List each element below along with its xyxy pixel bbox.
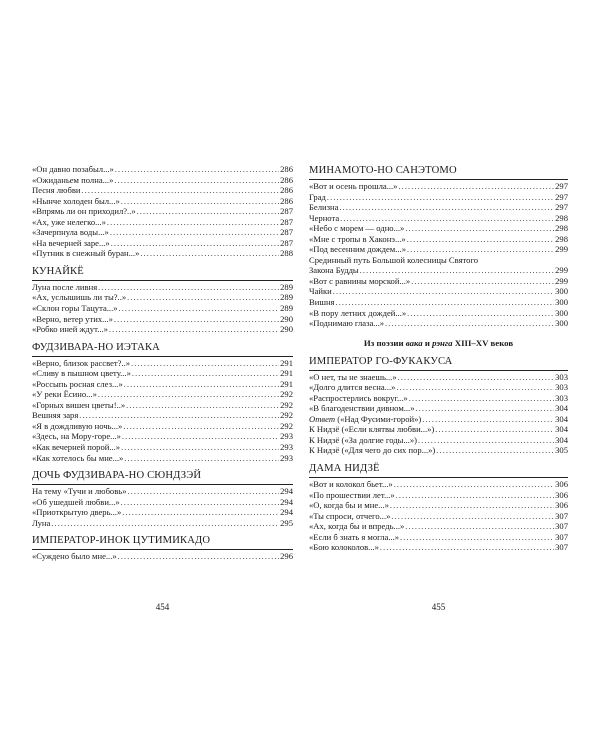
- toc-entry-page: 290: [280, 324, 293, 335]
- left-toc-column: [32, 164, 293, 562]
- toc-entry: [309, 435, 568, 446]
- divider: [309, 370, 568, 371]
- toc-entry-page: 307: [555, 510, 568, 521]
- leader-dots: [109, 325, 279, 336]
- toc-entry-page: 287: [280, 237, 293, 248]
- leader-dots: [122, 508, 279, 519]
- toc-entry-page: 292: [280, 420, 293, 431]
- leader-dots: [409, 394, 554, 405]
- toc-entry-page: 296: [280, 551, 293, 562]
- toc-entry-page: 307: [555, 542, 568, 553]
- toc-entry-page: 294: [280, 496, 293, 507]
- leader-dots: [132, 369, 279, 380]
- leader-dots: [398, 182, 554, 193]
- toc-entry-page: 303: [555, 392, 568, 403]
- toc-entry-page: 299: [555, 275, 568, 286]
- left-page: [32, 0, 293, 750]
- divider: [32, 280, 293, 281]
- toc-entry-page: 286: [280, 185, 293, 196]
- leader-dots: [115, 165, 279, 176]
- toc-entry-page: 293: [280, 431, 293, 442]
- toc-entry-page: 289: [280, 303, 293, 314]
- toc-entry: [309, 244, 568, 255]
- toc-entry: [309, 382, 568, 393]
- leader-dots: [119, 304, 280, 315]
- toc-entry: [32, 185, 293, 196]
- toc-entry-page: 297: [555, 202, 568, 213]
- toc-entry-title: «На вечерней заре...»: [32, 237, 110, 248]
- toc-entry-page: 287: [280, 227, 293, 238]
- toc-entry-title: На тему «Тучи и любовь»: [32, 486, 127, 497]
- toc-entry-title: «О нет, ты не знаешь...»: [309, 371, 397, 382]
- section-suffix: XIII–XV веков: [452, 337, 514, 348]
- leader-dots: [422, 415, 554, 426]
- toc-entry-page: 294: [280, 507, 293, 518]
- toc-entry: [309, 500, 568, 511]
- leader-dots: [435, 425, 554, 436]
- leader-dots: [418, 436, 554, 447]
- toc-entry-page: 304: [555, 434, 568, 445]
- leader-dots: [127, 293, 279, 304]
- toc-entry: [309, 286, 568, 297]
- toc-entry: [309, 202, 568, 213]
- toc-entry-title: «Приоткрытую дверь...»: [32, 507, 122, 518]
- page-number: 455: [431, 602, 446, 612]
- leader-dots: [118, 552, 279, 563]
- toc-entry: [32, 400, 293, 411]
- toc-entry: [309, 445, 568, 456]
- toc-entry-page: 303: [555, 371, 568, 382]
- toc-entry-title: Срединный путь Большой колесницы Святого: [309, 254, 479, 265]
- leader-dots: [114, 176, 279, 187]
- toc-entry-title: «Сливу в пышном цвету...»: [32, 368, 131, 379]
- right-page: [309, 0, 568, 750]
- toc-entry-page: 306: [555, 479, 568, 490]
- toc-entry-page: 304: [555, 403, 568, 414]
- toc-entry-page: 306: [555, 500, 568, 511]
- author-heading: ИМПЕРАТОР ГО-ФУКАКУСА: [309, 355, 453, 367]
- right-toc-column: [309, 164, 568, 553]
- toc-entry-title: «Суждено было мне...»: [32, 551, 117, 562]
- divider: [309, 477, 568, 478]
- toc-entry-page: 291: [280, 357, 293, 368]
- toc-entry-page: 291: [280, 368, 293, 379]
- toc-entry-title: Закона Будды: [309, 265, 359, 276]
- toc-entry: [309, 424, 568, 435]
- toc-list: [309, 479, 568, 553]
- toc-entry-title: «Вот с равнины морской...»: [309, 275, 411, 286]
- toc-entry-title: «Поднимаю глаза...»: [309, 318, 385, 329]
- toc-entry: [32, 238, 293, 249]
- toc-entry: [32, 227, 293, 238]
- leader-dots: [140, 249, 279, 260]
- toc-entry: [32, 175, 293, 186]
- leader-dots: [51, 519, 279, 530]
- toc-entry-title: «В благоденствии дивном...»: [309, 403, 415, 414]
- toc-entry-page: 297: [555, 181, 568, 191]
- toc-entry: [309, 234, 568, 245]
- toc-entry-title: «Если б знать я могла...»: [309, 531, 400, 542]
- toc-entry-title: «Ах, услышишь ли ты?..»: [32, 292, 127, 303]
- leader-dots: [121, 443, 279, 454]
- toc-entry-title: К Нидзё («За долгие годы...»): [309, 434, 417, 445]
- toc-entry-title: «Ты спроси, отчего...»: [309, 510, 391, 521]
- author-heading: ДАМА НИДЗЁ: [309, 463, 380, 475]
- toc-entry: [32, 248, 293, 259]
- toc-entry: [309, 318, 568, 329]
- leader-dots: [128, 487, 280, 498]
- toc-entry: [32, 292, 293, 303]
- leader-dots: [411, 277, 554, 288]
- toc-entry-page: 305: [555, 445, 568, 456]
- toc-entry-page: 303: [555, 382, 568, 393]
- toc-entry-page: 300: [555, 307, 568, 318]
- toc-entry-page: 307: [555, 531, 568, 542]
- toc-entry-title: «Как вечерней порой...»: [32, 442, 121, 453]
- toc-entry: [309, 223, 568, 234]
- divider: [309, 179, 568, 180]
- toc-entry-title: «Как хотелось бы мне...»: [32, 452, 124, 463]
- toc-entry-title: «Он давно позабыл...»: [32, 164, 114, 174]
- toc-entry-title: «Зачерпнула воды...»: [32, 227, 109, 238]
- toc-entry: [32, 497, 293, 508]
- toc-list: [32, 551, 293, 562]
- toc-entry-title: Луна: [32, 517, 51, 528]
- toc-entry-page: 287: [280, 206, 293, 217]
- toc-entry-page: 286: [280, 174, 293, 185]
- divider: [32, 549, 293, 550]
- toc-entry: [32, 421, 293, 432]
- leader-dots: [137, 207, 279, 218]
- leader-dots: [394, 480, 554, 491]
- toc-entry: [32, 453, 293, 464]
- toc-entry-page: 298: [555, 233, 568, 244]
- toc-entry: [32, 164, 293, 175]
- toc-entry-title: Чайки: [309, 286, 332, 297]
- toc-entry: [32, 442, 293, 453]
- leader-dots: [405, 522, 554, 533]
- toc-entry-page: 289: [280, 292, 293, 303]
- leader-dots: [107, 218, 279, 229]
- leader-dots: [131, 359, 279, 370]
- author-heading: ФУДЗИВАРА-НО ИЭТАКА: [32, 341, 160, 353]
- toc-entry-title: Вишня: [309, 297, 335, 308]
- toc-entry-page: 299: [555, 244, 568, 255]
- toc-entry-page: 293: [280, 442, 293, 453]
- toc-entry-page: 299: [555, 265, 568, 276]
- toc-entry: [32, 518, 293, 529]
- toc-entry-page: 290: [280, 313, 293, 324]
- section-italic: рэнга: [432, 337, 453, 348]
- toc-entry-title: «У реки Ёсино...»: [32, 389, 97, 400]
- toc-entry-page: 304: [555, 413, 568, 424]
- toc-entry: [32, 507, 293, 518]
- leader-dots: [327, 193, 554, 204]
- toc-entry-page: 295: [280, 517, 293, 528]
- leader-dots: [110, 228, 279, 239]
- toc-list: [309, 265, 568, 328]
- leader-dots: [416, 404, 555, 415]
- toc-entry-title: «Впрямь ли он приходил?..»: [32, 206, 136, 217]
- toc-entry-page: 306: [555, 489, 568, 500]
- author-heading: КУНАЙКЁ: [32, 265, 84, 277]
- toc-entry-title: К Нидзё («Если клятвы любви...»): [309, 424, 435, 435]
- leader-dots: [385, 319, 554, 330]
- toc-entry-page: 298: [555, 223, 568, 234]
- toc-entry: [309, 372, 568, 383]
- toc-entry: [309, 308, 568, 319]
- toc-list: [32, 164, 293, 259]
- toc-entry: [32, 389, 293, 400]
- toc-entry: [32, 368, 293, 379]
- toc-entry-title: «Нынче холоден был...»: [32, 195, 120, 206]
- toc-entry-title: «Я в дождливую ночь...»: [32, 420, 123, 431]
- leader-dots: [114, 315, 279, 326]
- toc-entry: [309, 297, 568, 308]
- leader-dots: [390, 501, 554, 512]
- toc-list: [309, 181, 568, 255]
- leader-dots: [400, 533, 554, 544]
- leader-dots: [391, 512, 554, 523]
- leader-dots: [396, 383, 554, 394]
- leader-dots: [121, 498, 279, 509]
- toc-entry-title: Луна после ливня: [32, 281, 98, 292]
- toc-entry: [32, 431, 293, 442]
- toc-entry: [309, 276, 568, 287]
- toc-entry: [309, 490, 568, 501]
- toc-entry: [309, 403, 568, 414]
- toc-entry-title: Песня любви: [32, 185, 81, 196]
- section-prefix: Из поэзии: [363, 337, 406, 348]
- toc-entry: [309, 393, 568, 404]
- toc-entry-title: «Ах, когда бы и впредь...»: [309, 521, 405, 532]
- toc-entry-title: «О, когда бы и мне...»: [309, 500, 389, 511]
- leader-dots: [405, 224, 554, 235]
- author-heading: МИНАМОТО-НО САНЭТОМО: [309, 165, 457, 176]
- toc-entry-title: «Небо с морем — одно...»: [309, 223, 405, 234]
- leader-dots: [407, 309, 554, 320]
- toc-entry-page: 298: [555, 212, 568, 223]
- toc-list: [32, 486, 293, 528]
- leader-dots: [122, 432, 279, 443]
- toc-entry-page: 291: [280, 378, 293, 389]
- toc-entry: [309, 542, 568, 553]
- toc-entry-page: 286: [280, 195, 293, 206]
- toc-entry-title: «В пору летних дождей...»: [309, 307, 407, 318]
- toc-entry: [32, 303, 293, 314]
- toc-entry-page: 294: [280, 486, 293, 497]
- divider: [32, 356, 293, 357]
- toc-entry-page: 292: [280, 399, 293, 410]
- toc-entry-title: «Горных вишен цветы!..»: [32, 399, 126, 410]
- toc-entry: [32, 379, 293, 390]
- toc-entry-title: «Склон горы Тацута...»: [32, 303, 118, 314]
- section-mid: и: [422, 337, 433, 348]
- toc-entry: [32, 551, 293, 562]
- toc-entry-title: [309, 414, 421, 425]
- toc-entry-page: 297: [555, 191, 568, 202]
- toc-entry-title: «Под весенним дождем...»: [309, 244, 406, 255]
- toc-entry: [32, 486, 293, 497]
- toc-entry: [32, 410, 293, 421]
- toc-entry-title: «Ожиданьем полна...»: [32, 174, 114, 185]
- leader-dots: [126, 401, 279, 412]
- toc-entry: [309, 511, 568, 522]
- toc-entry-title: Вешняя заря: [32, 410, 79, 421]
- toc-entry-title: «По прошествии лет...»: [309, 489, 395, 500]
- toc-entry: [32, 196, 293, 207]
- toc-entry: [309, 265, 568, 276]
- toc-entry-page: 287: [280, 216, 293, 227]
- toc-entry-title: К Нидзё («Для чего до сих пор...»): [309, 445, 436, 456]
- toc-entry: [32, 217, 293, 228]
- leader-dots: [124, 380, 279, 391]
- toc-entry-title: «Вот и колокол бьет...»: [309, 479, 393, 490]
- toc-list: [309, 372, 568, 414]
- toc-list: [32, 358, 293, 463]
- leader-dots: [124, 454, 279, 465]
- toc-entry: [32, 358, 293, 369]
- leader-dots: [380, 543, 554, 554]
- toc-entry-title: «Верно, близок рассвет?..»: [32, 357, 131, 368]
- section-heading: [309, 337, 568, 349]
- toc-entry-title: «Долго длится весна...»: [309, 382, 396, 393]
- leader-dots: [436, 446, 554, 457]
- toc-entry-page: 300: [555, 318, 568, 329]
- leader-dots: [123, 422, 279, 433]
- toc-entry-title: «Ах, уже нелегко...»: [32, 216, 106, 227]
- leader-dots: [407, 235, 554, 246]
- toc-entry-title: «Бою колоколов...»: [309, 542, 379, 553]
- toc-entry-page: 292: [280, 389, 293, 400]
- toc-entry-page: 307: [555, 521, 568, 532]
- section-italic: вака: [405, 337, 423, 348]
- divider: [32, 484, 293, 485]
- toc-entry-page: 300: [555, 297, 568, 308]
- author-heading: ДОЧЬ ФУДЗИВАРА-НО СЮНДЗЭЙ: [32, 470, 202, 482]
- toc-entry-title: Град: [309, 191, 326, 202]
- toc-entry-title: «Верно, ветер утих...»: [32, 313, 113, 324]
- leader-dots: [398, 373, 554, 384]
- toc-entry-title: Белизна: [309, 202, 339, 213]
- page-number: 454: [155, 602, 170, 612]
- toc-entry-title: «Робко иней ждут...»: [32, 324, 108, 335]
- toc-entry: [309, 181, 568, 192]
- author-heading: ИМПЕРАТОР-ИНОК ЦУТИМИКАДО: [32, 535, 211, 547]
- toc-entry: [309, 414, 568, 425]
- toc-entry: [309, 192, 568, 203]
- toc-entry: [32, 206, 293, 217]
- toc-entry-title: «Распростерлись вокруг...»: [309, 392, 408, 403]
- toc-entry-title: «Здесь, на Мору-горе...»: [32, 431, 121, 442]
- toc-entry: [32, 282, 293, 293]
- toc-entry: [32, 314, 293, 325]
- toc-list: [309, 424, 568, 456]
- toc-entry-title: Чернота: [309, 212, 340, 223]
- toc-entry-page: 286: [280, 164, 293, 174]
- leader-dots: [396, 491, 554, 502]
- toc-entry-page: 289: [280, 281, 293, 292]
- toc-entry-page: 288: [280, 248, 293, 259]
- toc-entry: [309, 521, 568, 532]
- toc-entry: [309, 532, 568, 543]
- toc-entry: [309, 213, 568, 224]
- toc-entry-title: «Мне с тропы в Хаконэ...»: [309, 233, 406, 244]
- leader-dots: [333, 287, 554, 298]
- toc-entry: [32, 324, 293, 335]
- toc-entry-title: «Об ушедшей любви...»: [32, 496, 120, 507]
- toc-entry-page: 292: [280, 410, 293, 421]
- toc-entry-page: 304: [555, 424, 568, 435]
- leader-dots: [121, 197, 279, 208]
- toc-entry: [309, 479, 568, 490]
- toc-entry-title: «Вот и осень прошла...»: [309, 181, 398, 191]
- otvet-label: Ответ: [309, 413, 336, 424]
- otvet-rest: («Над Фусими-горой»): [335, 413, 422, 424]
- toc-entry-title: «Россыпь росная слез...»: [32, 378, 123, 389]
- toc-entry-title: «Путник в снежный буран...»: [32, 248, 140, 259]
- leader-dots: [339, 203, 554, 214]
- toc-list: [32, 282, 293, 335]
- toc-entry-page: 293: [280, 452, 293, 463]
- toc-entry-page: 300: [555, 286, 568, 297]
